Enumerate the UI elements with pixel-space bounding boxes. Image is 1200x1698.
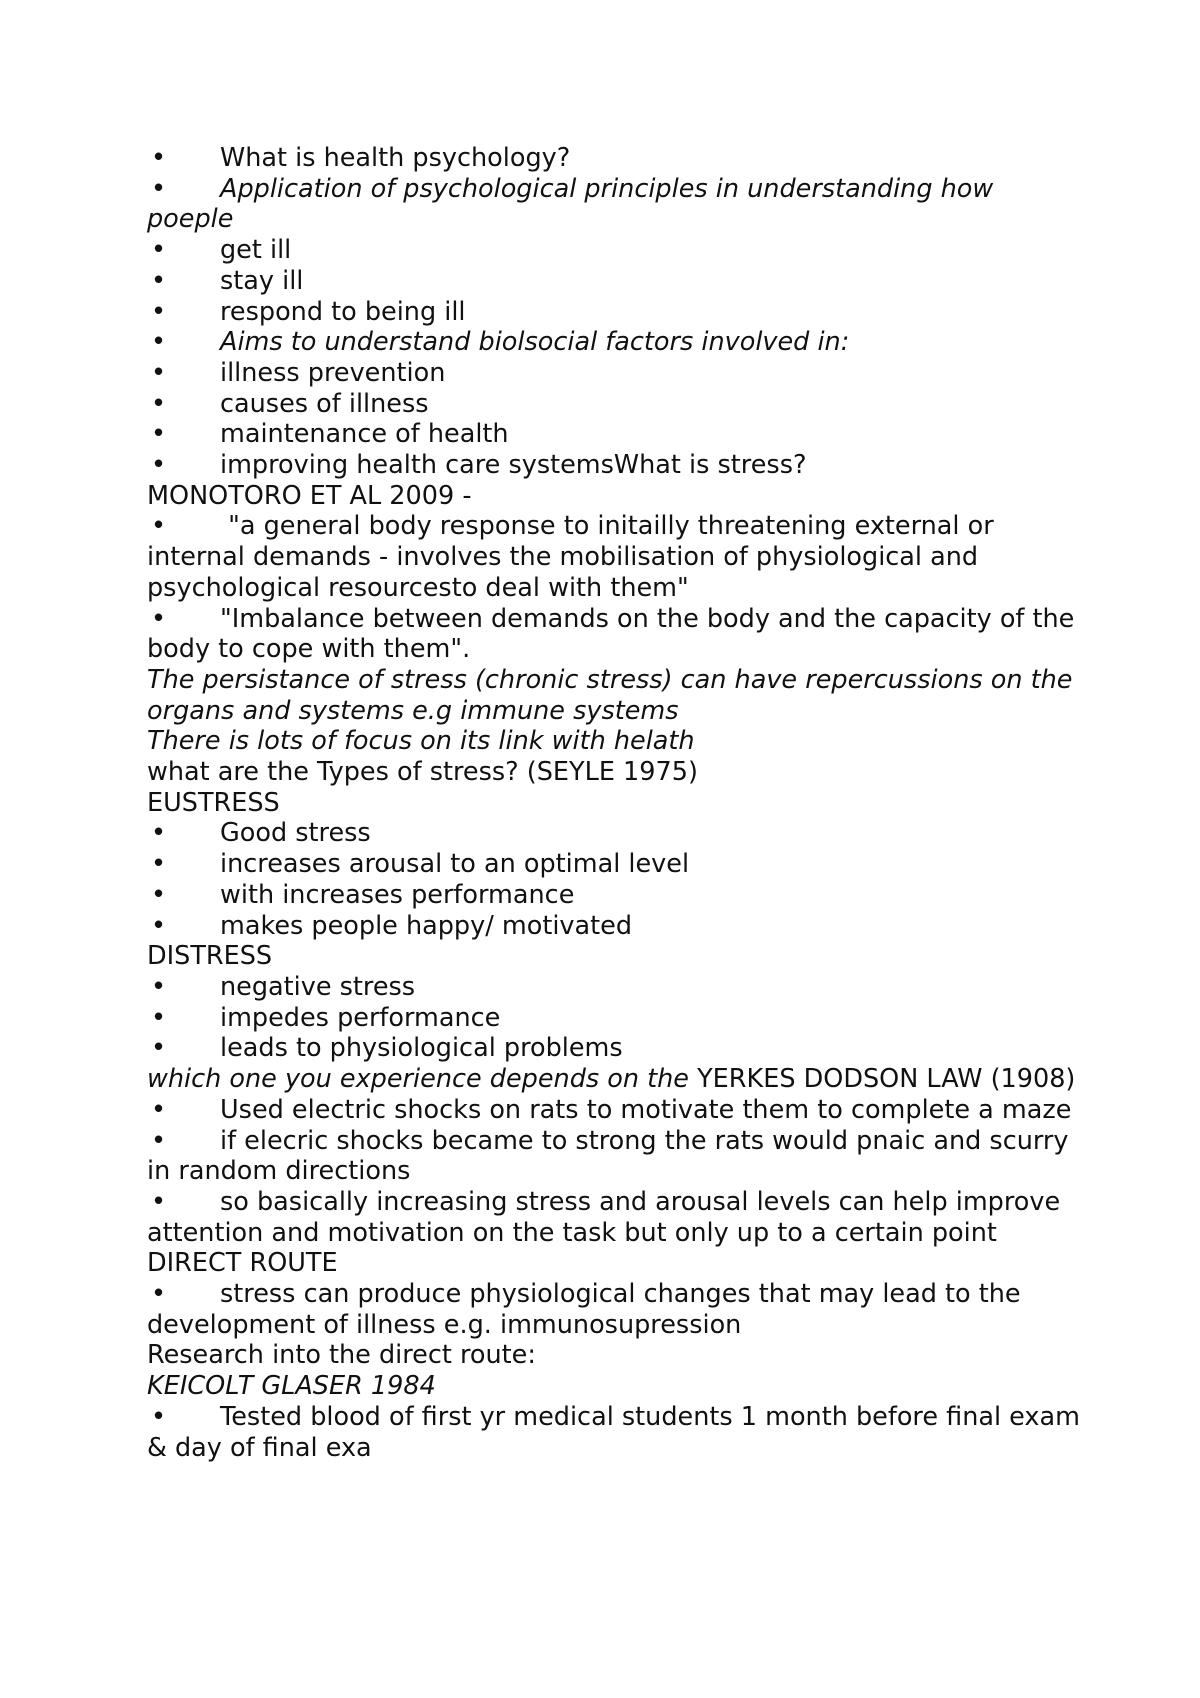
- bullet-glyph: •: [151, 419, 167, 450]
- bullet-text: if elecric shocks became to strong the rats would pnaic and scurry in random directions: [147, 1125, 1069, 1187]
- bullet-text: causes of illness: [220, 388, 429, 419]
- bullet-text: maintenance of health: [220, 419, 509, 450]
- bullet-glyph: •: [151, 818, 167, 849]
- bullet-glyph: •: [151, 143, 167, 173]
- bullet-text: illness prevention: [220, 357, 446, 388]
- italic-text: which one you experience depends on the: [147, 1064, 698, 1095]
- bullet-text: with increases performance: [220, 879, 575, 910]
- bullet-item: [147, 511, 1087, 603]
- bullet-text: Application of psychological principles in understanding how poeple: [147, 173, 994, 235]
- bullet-text: increases arousal to an optimal level: [220, 849, 690, 880]
- document-page: [147, 143, 1087, 1463]
- bullet-glyph: •: [151, 173, 167, 204]
- italic-text-line: There is lots of focus on its link with helath: [147, 726, 695, 757]
- bullet-text: "a general body response to initailly threatening external or internal demands - involves the mobilisation of physiological and psychological resourcesto deal with them": [147, 511, 994, 603]
- bullet-glyph: •: [151, 450, 167, 481]
- bullet-glyph: •: [151, 1033, 167, 1064]
- bullet-text: Good stress: [220, 818, 371, 849]
- bullet-glyph: •: [151, 1186, 167, 1217]
- bullet-glyph: •: [151, 1401, 167, 1432]
- bullet-item: [147, 604, 1087, 665]
- bullet-item: [147, 1126, 1087, 1187]
- bullet-text: stress can produce physiological changes that may lead to the development of illness e.g. immunosupression: [147, 1279, 1021, 1340]
- bullet-item: [147, 972, 1087, 1003]
- text-line: [147, 1064, 1087, 1095]
- bullet-text: impedes performance: [220, 1002, 501, 1033]
- bullet-item: [147, 1402, 1087, 1463]
- bullet-glyph: •: [151, 235, 167, 266]
- bullet-text: stay ill: [220, 265, 304, 296]
- bullet-text: so basically increasing stress and arousal levels can help improve attention and motivation on the task but only up to a certain point: [147, 1186, 1061, 1248]
- bullet-text: improving health care systemsWhat is stress?: [220, 450, 807, 481]
- bullet-item: [147, 327, 1087, 358]
- text-line: DISTRESS: [147, 941, 273, 972]
- bullet-item: [147, 266, 1087, 297]
- bullet-glyph: •: [151, 1279, 167, 1310]
- bullet-item: [147, 1279, 1087, 1340]
- bullet-glyph: •: [151, 603, 167, 634]
- bullet-glyph: •: [151, 265, 167, 296]
- text-line: Research into the direct route:: [147, 1340, 536, 1371]
- italic-text-line: The persistance of stress (chronic stress) can have repercussions on the organs and systems e.g immune systems: [147, 664, 1073, 726]
- bullet-text: negative stress: [220, 971, 416, 1002]
- bullet-text: Aims to understand biolsocial factors involved in:: [220, 327, 850, 358]
- bullet-glyph: •: [151, 327, 167, 358]
- text-line: MONOTORO ET AL 2009 -: [147, 480, 472, 511]
- bullet-glyph: •: [151, 357, 167, 388]
- bullet-glyph: •: [151, 1094, 167, 1125]
- bullet-glyph: •: [151, 1002, 167, 1033]
- bullet-text: What is health psychology?: [220, 143, 571, 173]
- bullet-text: "Imbalance between demands on the body and the capacity of the body to cope with them".: [147, 603, 1075, 665]
- bullet-text: respond to being ill: [220, 296, 466, 327]
- bullet-item: [147, 358, 1087, 389]
- bullet-item: [147, 1187, 1087, 1248]
- bullet-item: [147, 849, 1087, 880]
- text-line: DIRECT ROUTE: [147, 1248, 338, 1279]
- bullet-item: [147, 297, 1087, 328]
- plain-text: YERKES DODSON LAW (1908): [697, 1064, 1076, 1095]
- bullet-item: [147, 419, 1087, 450]
- bullet-glyph: •: [151, 971, 167, 1002]
- bullet-item: [147, 1095, 1087, 1126]
- bullet-glyph: •: [151, 388, 167, 419]
- bullet-glyph: •: [151, 296, 167, 327]
- bullet-item: [147, 389, 1087, 420]
- bullet-item: [147, 235, 1087, 266]
- bullet-item: [147, 880, 1087, 911]
- bullet-glyph: •: [151, 910, 167, 941]
- bullet-glyph: •: [151, 849, 167, 880]
- bullet-item: [147, 1003, 1087, 1034]
- bullet-glyph: •: [151, 511, 167, 542]
- text-line: EUSTRESS: [147, 787, 280, 818]
- bullet-text: makes people happy/ motivated: [220, 910, 633, 941]
- bullet-text: Used electric shocks on rats to motivate them to complete a maze: [220, 1094, 1072, 1125]
- bullet-text: leads to physiological problems: [220, 1033, 623, 1064]
- bullet-item: [147, 450, 1087, 481]
- bullet-glyph: •: [151, 1125, 167, 1156]
- italic-text-line: KEICOLT GLASER 1984: [147, 1371, 436, 1402]
- bullet-item: [147, 1033, 1087, 1064]
- bullet-item: [147, 143, 1087, 174]
- bullet-item: [147, 818, 1087, 849]
- bullet-text: get ill: [220, 235, 292, 266]
- text-line: what are the Types of stress? (SEYLE 1975): [147, 757, 698, 788]
- bullet-item: [147, 174, 1087, 235]
- bullet-glyph: •: [151, 879, 167, 910]
- bullet-item: [147, 911, 1087, 942]
- bullet-text: Tested blood of first yr medical students 1 month before final exam & day of final exa: [147, 1401, 1080, 1463]
